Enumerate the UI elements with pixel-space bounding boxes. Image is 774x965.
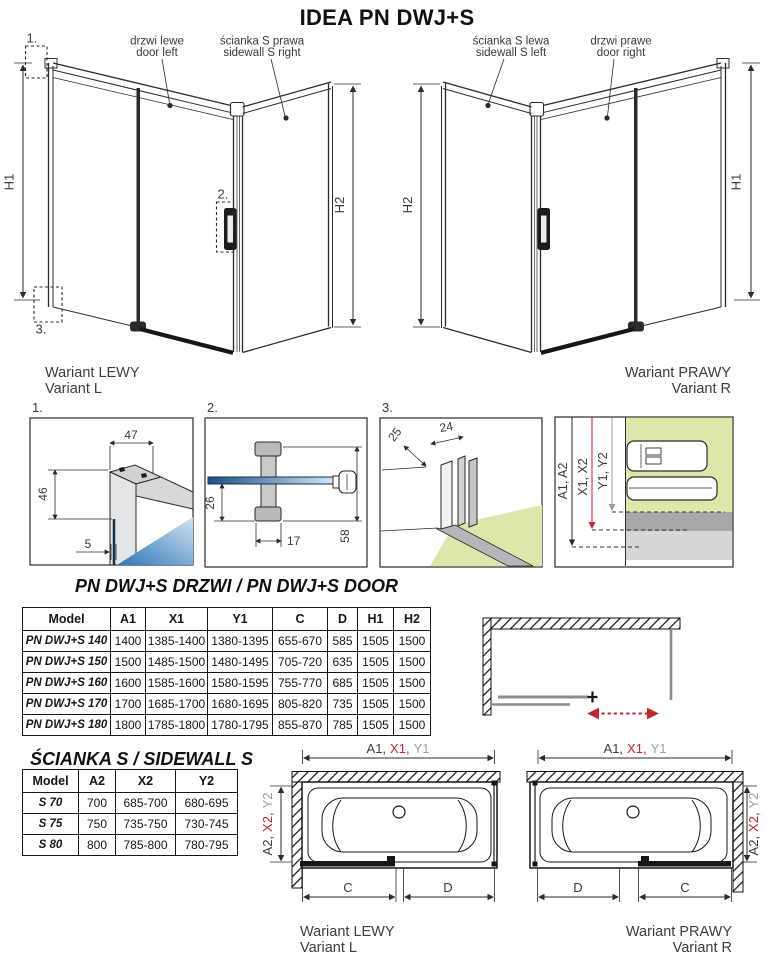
leader-line (271, 59, 285, 116)
cell: 1485-1500 (146, 652, 208, 673)
wall-left (483, 618, 491, 715)
bathtub-variant-left (260, 741, 500, 956)
cell: 1680-1695 (208, 694, 273, 715)
door-handle-mark (641, 856, 649, 861)
drain (393, 806, 405, 818)
door-mullion (137, 88, 141, 325)
wall-top (292, 772, 500, 783)
cell: 1700 (111, 694, 146, 715)
door-right-label-pl: drzwi prawe (590, 35, 652, 48)
variant-left-label-en: Variant L (300, 940, 357, 956)
leader-dot (283, 115, 288, 120)
h2-label: H2 (332, 196, 347, 214)
cell-model: S 70 (23, 793, 79, 814)
door-right-label-en: door right (596, 47, 646, 59)
col-header-x2: X2 (116, 770, 176, 793)
cell: 1580-1595 (208, 673, 273, 694)
dim-a1x1y1-label: A1, X1, Y1 (366, 741, 430, 756)
cell: 1505 (358, 694, 394, 715)
cell: 730-745 (176, 814, 238, 835)
wall-top (486, 618, 680, 629)
bathtub-diagrams (255, 743, 774, 965)
top-view-schematic (470, 595, 774, 745)
callout-1-label: 1. (26, 30, 38, 46)
cell: 1600 (111, 673, 146, 694)
dim-c-label: C (343, 880, 353, 895)
callout-3-label: 3. (35, 321, 47, 337)
cell: 735-750 (116, 814, 176, 835)
door-handle-slot (541, 216, 547, 243)
cell: 735 (328, 694, 358, 715)
sidewall-panel-right-variant (442, 82, 532, 353)
col-header-y1: Y1 (208, 608, 273, 631)
profile-clamp (627, 477, 717, 500)
table-row (23, 835, 238, 856)
h1-label: H1 (1, 173, 17, 191)
cell: 655-670 (273, 631, 328, 652)
cell: 1385-1400 (146, 631, 208, 652)
cell-model: PN DWJ+S 170 (23, 694, 111, 715)
sidewall-left-label-en: sidewall S left (475, 47, 547, 59)
cell-model: PN DWJ+S 160 (23, 673, 111, 694)
table-row (23, 631, 431, 652)
drain (627, 806, 639, 818)
corner-connector (530, 103, 544, 117)
variant-left-label-pl: Wariant LEWY (300, 924, 395, 940)
wall-bracket (339, 471, 356, 493)
dim-a1-a2: A1, A2 (556, 462, 570, 500)
door-glass (300, 861, 395, 867)
cell: 680-695 (176, 793, 238, 814)
door-section-heading: PN DWJ+S DRZWI / PN DWJ+S DOOR (75, 576, 399, 596)
table-row (23, 652, 431, 673)
dim-46: 46 (36, 487, 50, 501)
col-header-h1: H1 (358, 608, 394, 631)
cell: 1500 (394, 652, 431, 673)
col-header-h2: H2 (394, 608, 431, 631)
handle-cap-bottom (255, 507, 281, 521)
cell-model: S 80 (23, 835, 79, 856)
profile-panel (458, 456, 465, 526)
cell: 750 (79, 814, 116, 835)
corner-connector (231, 103, 245, 117)
dim-17: 17 (287, 534, 301, 548)
wall-left (292, 782, 302, 888)
door-bottom-rail (541, 329, 634, 353)
cell: 1585-1600 (146, 673, 208, 694)
cell: 1500 (111, 652, 146, 673)
table-row (23, 694, 431, 715)
cell: 855-870 (273, 715, 328, 736)
cell: 805-820 (273, 694, 328, 715)
door-left-label-en: door left (136, 47, 178, 59)
sidewall-panel-left-variant (243, 82, 333, 353)
h1-dimension-right (729, 63, 761, 300)
door-table (22, 607, 431, 736)
cell: 1800 (111, 715, 146, 736)
callout-2-label: 2. (217, 186, 229, 202)
dim-c-label: C (680, 880, 690, 895)
dim-y1-y2: Y1, Y2 (596, 452, 610, 490)
variant-right-label-pl: Wariant PRAWY (624, 365, 731, 381)
table-row (23, 814, 238, 835)
dim-a1x1y1-label: A1, X1, Y1 (603, 741, 667, 756)
cell: 1500 (394, 673, 431, 694)
detail-drawings (0, 398, 774, 578)
dim-x1-x2: X1, X2 (576, 458, 590, 496)
table-row (23, 715, 431, 736)
diagram-variant-left (2, 31, 362, 398)
variant-right-label-pl: Wariant PRAWY (625, 924, 732, 940)
col-header-c: C (273, 608, 328, 631)
bathtub-outline (302, 782, 497, 868)
detail-2-number: 2. (207, 400, 218, 415)
door-handle-mark (387, 856, 395, 861)
h2-dimension-right (400, 84, 440, 327)
dim-25: 25 (385, 424, 405, 445)
cell: 800 (79, 835, 116, 856)
cell: 785 (328, 715, 358, 736)
cell: 1685-1700 (146, 694, 208, 715)
cell: 1505 (358, 715, 394, 736)
variant-left-label-pl: Wariant LEWY (45, 365, 140, 381)
col-header-x1: X1 (146, 608, 208, 631)
cell-model: PN DWJ+S 180 (23, 715, 111, 736)
detail-1-number: 1. (32, 400, 43, 415)
sidewall-table (22, 769, 238, 856)
diagram-variant-right (400, 36, 760, 398)
cell: 685-700 (116, 793, 176, 814)
variant-right-label-en: Variant R (672, 940, 732, 956)
cell: 1780-1795 (208, 715, 273, 736)
dim-d-label: D (573, 880, 583, 895)
door-assembly-right (530, 59, 729, 353)
h1-label: H1 (728, 173, 744, 191)
cell: 755-770 (273, 673, 328, 694)
leader-dot (604, 115, 609, 120)
door-handle-slot (228, 216, 234, 243)
callout-1-box (26, 46, 48, 78)
page-title: IDEA PN DWJ+S (299, 5, 475, 30)
cell: 700 (79, 793, 116, 814)
dim-24: 24 (438, 419, 455, 436)
dim-a2x2y2-label: A2,X2,Y2 (260, 792, 275, 856)
door-glass (638, 861, 731, 867)
detail-1-top-profile (30, 400, 193, 565)
dim-a2x2y2-label: A2,X2,Y2 (746, 792, 761, 856)
wall-right (733, 782, 743, 892)
h2-label: H2 (400, 196, 415, 214)
dim-5: 5 (84, 537, 92, 551)
detail-4-wall-profile (555, 417, 733, 567)
detail-2-handle-section (203, 400, 367, 567)
cell: 1380-1395 (208, 631, 273, 652)
handle-cap-top (255, 442, 281, 456)
cell: 1505 (358, 631, 394, 652)
h2-dimension-left (332, 84, 361, 327)
dim-26: 26 (203, 496, 217, 510)
door-mullion (634, 88, 638, 325)
cell: 705-720 (273, 652, 328, 673)
dim-d-label: D (443, 880, 453, 895)
leader-dot (485, 103, 490, 108)
col-header-d: D (328, 608, 358, 631)
cell-model: S 75 (23, 814, 79, 835)
bathtub-outline (530, 782, 733, 868)
h1-dimension-left (2, 63, 41, 300)
perspective-diagrams (0, 0, 774, 398)
cell: 1505 (358, 652, 394, 673)
table-row (23, 793, 238, 814)
cell-model: PN DWJ+S 140 (23, 631, 111, 652)
door-left-label-pl: drzwi lewe (130, 35, 184, 48)
cell: 585 (328, 631, 358, 652)
sidewall-table-header-row (23, 770, 238, 793)
cell: 1505 (358, 673, 394, 694)
cell: 780-795 (176, 835, 238, 856)
detail-3-number: 3. (382, 400, 393, 415)
detail-3-bottom-guide (380, 400, 542, 567)
door-table-header-row (23, 608, 431, 631)
bathtub-variant-right (527, 741, 761, 956)
cell: 1400 (111, 631, 146, 652)
wall-top (527, 772, 743, 783)
dim-47: 47 (124, 428, 138, 442)
sidewall-right-label-en: sidewall S right (223, 47, 301, 59)
col-header-model: Model (23, 608, 111, 631)
dim-58: 58 (338, 529, 352, 543)
col-header-model: Model (23, 770, 79, 793)
sidewall-right-label-pl: ścianka S prawa (219, 35, 305, 48)
col-header-a1: A1 (111, 608, 146, 631)
cell: 1480-1495 (208, 652, 273, 673)
variant-left-label-en: Variant L (45, 381, 102, 397)
cell-model: PN DWJ+S 150 (23, 652, 111, 673)
cell: 1785-1800 (146, 715, 208, 736)
door-assembly-left (45, 59, 244, 353)
profile-body (627, 441, 707, 471)
cell: 1500 (394, 694, 431, 715)
cell: 685 (328, 673, 358, 694)
col-header-y2: Y2 (176, 770, 238, 793)
cell: 1500 (394, 715, 431, 736)
cell: 635 (328, 652, 358, 673)
glass-panel (208, 477, 336, 484)
glass-panel (441, 461, 452, 529)
cell: 785-800 (116, 835, 176, 856)
leader-line (608, 59, 615, 116)
sidewall-section-heading: ŚCIANKA S / SIDEWALL S (30, 749, 254, 769)
table-row (23, 673, 431, 694)
profile-panel (469, 458, 477, 527)
cell: 1500 (394, 631, 431, 652)
col-header-a2: A2 (79, 770, 116, 793)
sidewall-left-label-pl: ścianka S lewa (472, 35, 550, 48)
variant-right-label-en: Variant R (671, 381, 731, 397)
door-bottom-rail (140, 329, 233, 353)
